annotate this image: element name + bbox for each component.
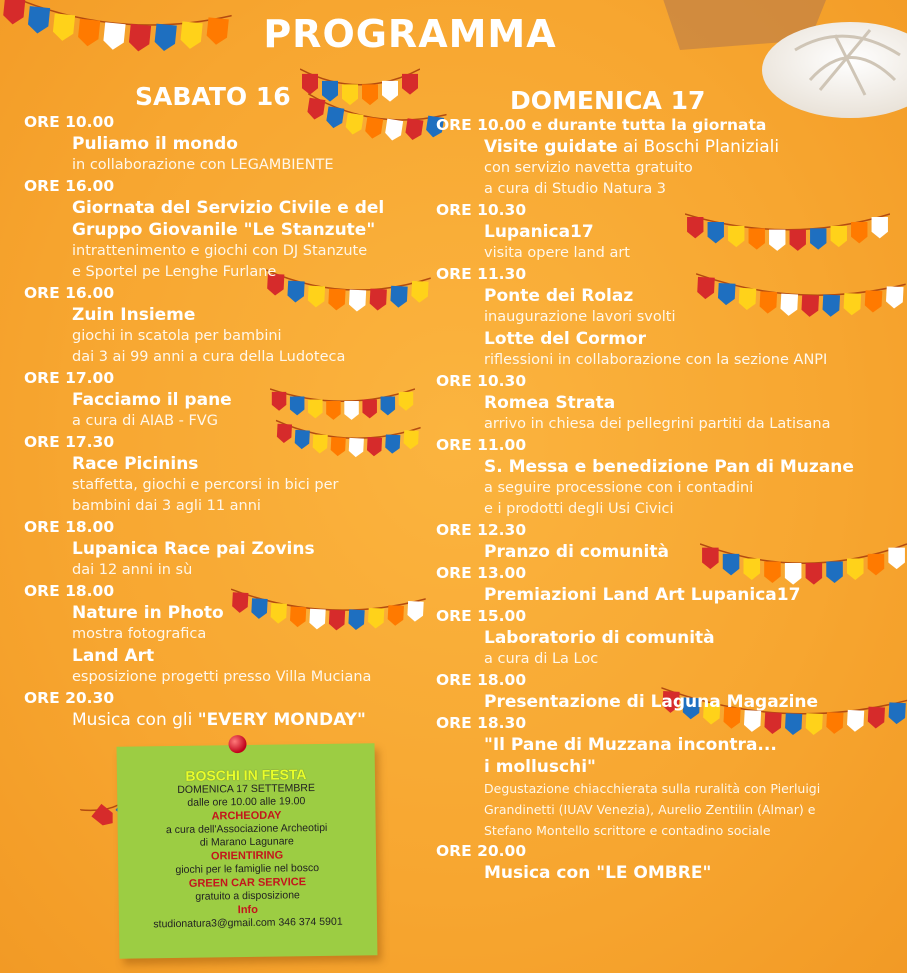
entry-title-text: Laboratorio di comunità bbox=[484, 628, 715, 648]
entry-detail: bambini dai 3 agli 11 anni bbox=[72, 498, 261, 514]
note-heading: Info bbox=[237, 903, 258, 917]
schedule-entry bbox=[24, 517, 424, 581]
schedule-entry bbox=[436, 670, 896, 713]
entry-time: ORE 10.30 bbox=[436, 372, 527, 390]
entry-title bbox=[436, 221, 896, 243]
entry-detail-2: riflessioni in collaborazione con la sezione ANPI bbox=[484, 352, 828, 368]
schedule-entry bbox=[24, 688, 424, 731]
note-line: DOMENICA 17 SETTEMBRE bbox=[177, 782, 316, 796]
entry-title bbox=[436, 456, 896, 478]
entry-time: ORE 17.00 bbox=[24, 369, 115, 387]
entry-time: ORE 20.00 bbox=[436, 842, 527, 860]
schedule-entry bbox=[436, 264, 896, 371]
note-heading: ARCHEODAY bbox=[211, 809, 282, 823]
entry-title bbox=[436, 541, 896, 563]
note-line: dalle ore 10.00 alle 19.00 bbox=[187, 795, 306, 809]
schedule-entry bbox=[436, 520, 896, 563]
note-line: giochi per le famiglie nel bosco bbox=[175, 861, 320, 877]
sunday-title: DOMENICA 17 bbox=[510, 86, 706, 115]
entry-detail: Stefano Montello scrittore e contadino sociale bbox=[484, 823, 771, 838]
entry-time: ORE 18.30 bbox=[436, 714, 527, 732]
entry-time: ORE 15.00 bbox=[436, 607, 527, 625]
entry-title-text: Pranzo di comunità bbox=[484, 542, 669, 562]
entry-time: ORE 11.00 bbox=[436, 436, 527, 454]
entry-title-text: Puliamo il mondo bbox=[72, 134, 238, 154]
entry-detail: visita opere land art bbox=[484, 245, 630, 261]
entry-title bbox=[436, 584, 896, 606]
schedule-entry bbox=[436, 713, 896, 841]
note-lines bbox=[117, 781, 377, 932]
note-heading: ORIENTIRING bbox=[210, 849, 284, 863]
schedule-entry bbox=[436, 435, 896, 520]
entry-detail-2: esposizione progetti presso Villa Muciana bbox=[72, 669, 372, 685]
note-line: di Marano Lagunare bbox=[199, 835, 294, 849]
schedule-entry bbox=[436, 563, 896, 606]
schedule-entry bbox=[24, 112, 424, 176]
schedule-entry bbox=[436, 200, 896, 264]
entry-title-text: Premiazioni Land Art Lupanica17 bbox=[484, 585, 801, 605]
entry-title bbox=[24, 602, 424, 624]
schedule-entry bbox=[436, 606, 896, 670]
entry-title bbox=[436, 734, 896, 756]
bunting-flag bbox=[52, 13, 75, 41]
entry-title-text: Zuin Insieme bbox=[72, 305, 196, 325]
entry-title-prefix: Musica con gli bbox=[72, 710, 198, 730]
entry-time: ORE 12.30 bbox=[436, 521, 527, 539]
entry-title-text: Romea Strata bbox=[484, 393, 616, 413]
entry-title-text: Visite guidate bbox=[484, 137, 618, 157]
bunting-flag bbox=[77, 19, 100, 47]
schedule-entry bbox=[24, 368, 424, 432]
bunting-flag bbox=[128, 24, 151, 52]
entry-title bbox=[24, 709, 424, 731]
entry-detail: con servizio navetta gratuito bbox=[484, 160, 693, 176]
entry-detail: a cura di La Loc bbox=[484, 651, 599, 667]
entry-title-text: Nature in Photo bbox=[72, 603, 224, 623]
entry-detail: arrivo in chiesa dei pellegrini partiti da Latisana bbox=[484, 416, 831, 432]
entry-title bbox=[436, 392, 896, 414]
entry-detail: dai 3 ai 99 anni a cura della Ludoteca bbox=[72, 349, 346, 365]
entry-title-text: Giornata del Servizio Civile e del bbox=[72, 198, 385, 218]
saturday-schedule bbox=[24, 112, 424, 731]
schedule-entry bbox=[436, 115, 896, 200]
entry-title bbox=[436, 862, 896, 884]
bunting-flag bbox=[180, 21, 203, 49]
bunting-flag bbox=[206, 17, 229, 45]
entry-title bbox=[24, 389, 424, 411]
pushpin-icon bbox=[228, 735, 246, 753]
bunting-flag bbox=[27, 6, 50, 34]
page-title: PROGRAMMA bbox=[263, 12, 557, 56]
entry-title-line2: i molluschi" bbox=[484, 757, 596, 777]
entry-detail: inaugurazione lavori svolti bbox=[484, 309, 676, 325]
entry-title-text: Ponte dei Rolaz bbox=[484, 286, 634, 306]
entry-detail: dai 12 anni in sù bbox=[72, 562, 193, 578]
entry-title-text: Lupanica17 bbox=[484, 222, 594, 242]
note-heading: GREEN CAR SERVICE bbox=[188, 876, 307, 890]
entry-detail: e i prodotti degli Usi Civici bbox=[484, 501, 674, 517]
entry-title bbox=[24, 304, 424, 326]
bunting-flag bbox=[154, 24, 177, 52]
entry-time: ORE 16.00 bbox=[24, 284, 115, 302]
entry-time: ORE 18.00 bbox=[436, 671, 527, 689]
entry-title-text: "EVERY MONDAY" bbox=[197, 710, 366, 730]
entry-title bbox=[436, 285, 896, 307]
entry-time: ORE 16.00 bbox=[24, 177, 115, 195]
entry-detail: a cura di Studio Natura 3 bbox=[484, 181, 667, 197]
entry-title-text: Lupanica Race pai Zovins bbox=[72, 539, 315, 559]
entry-title bbox=[24, 197, 424, 219]
saturday-title: SABATO 16 bbox=[135, 82, 291, 111]
bunting-flag bbox=[382, 81, 398, 102]
bunting-flag bbox=[91, 804, 117, 829]
entry-time: ORE 18.00 bbox=[24, 582, 115, 600]
schedule-entry bbox=[436, 371, 896, 435]
entry-detail: a seguire processione con i contadini bbox=[484, 480, 754, 496]
bunting-flag bbox=[103, 22, 126, 50]
entry-detail: staffetta, giochi e percorsi in bici per bbox=[72, 477, 339, 493]
entry-title-text: Facciamo il pane bbox=[72, 390, 232, 410]
entry-time: ORE 10.00 e durante tutta la giornata bbox=[436, 116, 767, 134]
bunting-garland bbox=[0, 0, 232, 66]
boschi-in-festa-note bbox=[117, 743, 378, 959]
entry-title-2: Lotte del Cormor bbox=[484, 329, 646, 349]
schedule-entry bbox=[436, 841, 896, 884]
entry-title-text: Musica con "LE OMBRE" bbox=[484, 863, 712, 883]
schedule-entry bbox=[24, 581, 424, 688]
entry-time: ORE 17.30 bbox=[24, 433, 115, 451]
entry-detail: Degustazione chiacchierata sulla ruralità con Pierluigi bbox=[484, 781, 821, 796]
entry-title-line2: Gruppo Giovanile "Le Stanzute" bbox=[72, 220, 376, 240]
entry-time: ORE 10.00 bbox=[24, 113, 115, 131]
entry-detail: Grandinetti (IUAV Venezia), Aurelio Zentilin (Almar) e bbox=[484, 802, 816, 817]
entry-time: ORE 20.30 bbox=[24, 689, 115, 707]
entry-title-text: Presentazione di Laguna Magazine bbox=[484, 692, 819, 712]
entry-time: ORE 11.30 bbox=[436, 265, 527, 283]
entry-time: ORE 13.00 bbox=[436, 564, 527, 582]
note-line: studionatura3@gmail.com 346 374 5901 bbox=[153, 915, 343, 931]
schedule-entry bbox=[24, 432, 424, 517]
entry-detail: intrattenimento e giochi con DJ Stanzute bbox=[72, 243, 368, 259]
entry-time: ORE 10.30 bbox=[436, 201, 527, 219]
entry-title bbox=[436, 691, 896, 713]
schedule-entry bbox=[24, 176, 424, 283]
note-title: BOSCHI IN FESTA bbox=[185, 766, 307, 784]
entry-title bbox=[24, 453, 424, 475]
bunting-flag bbox=[2, 0, 25, 25]
entry-detail: giochi in scatola per bambini bbox=[72, 328, 282, 344]
entry-detail: in collaborazione con LEGAMBIENTE bbox=[72, 157, 334, 173]
entry-title bbox=[24, 538, 424, 560]
entry-detail: e Sportel pe Lenghe Furlane bbox=[72, 264, 277, 280]
note-line: gratuito a disposizione bbox=[195, 889, 300, 903]
entry-title bbox=[24, 133, 424, 155]
entry-title-2: Land Art bbox=[72, 646, 155, 666]
note-line: a cura dell'Associazione Archeotipi bbox=[165, 821, 328, 837]
bunting-flag bbox=[402, 74, 418, 95]
entry-title-text: "Il Pane di Muzzana incontra... bbox=[484, 735, 777, 755]
schedule-entry bbox=[24, 283, 424, 368]
entry-detail: mostra fotografica bbox=[72, 626, 207, 642]
entry-title bbox=[436, 627, 896, 649]
sunday-schedule bbox=[436, 115, 896, 884]
entry-title-text: S. Messa e benedizione Pan di Muzane bbox=[484, 457, 854, 477]
entry-detail: a cura di AIAB - FVG bbox=[72, 413, 218, 429]
entry-title bbox=[436, 136, 896, 158]
entry-title-text: Race Picinins bbox=[72, 454, 199, 474]
entry-time: ORE 18.00 bbox=[24, 518, 115, 536]
entry-title-suffix: ai Boschi Planiziali bbox=[617, 137, 780, 157]
